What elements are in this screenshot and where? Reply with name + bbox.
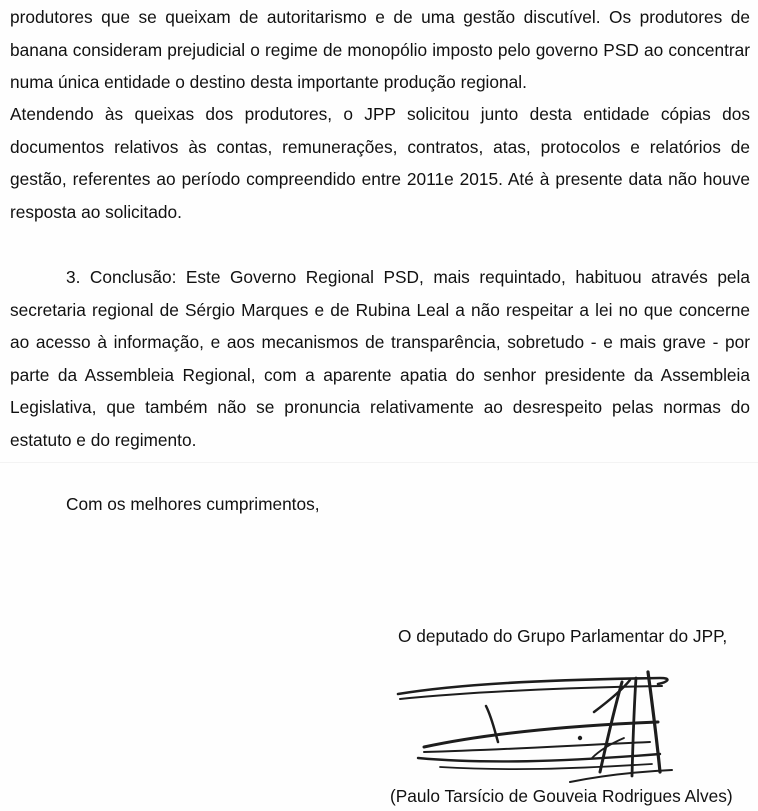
paragraph-conclusion: 3. Conclusão: Este Governo Regional PSD, mais requintado, habituou através pela secretaria regional de Sérgio Marques e de Rubina Leal a não respeitar a lei no que concerne ao acesso à informação, e aos mecanismos de transparência, sobretudo - e mais grave - por parte da Assembleia Regional, com a aparente apatia do senhor presidente da Assembleia Legislativa, que também não se pronuncia relativamente ao desrespeito pelas normas do estatuto e do regimento.: [10, 267, 750, 450]
paragraph-producers: produtores que se queixam de autoritarismo e de uma gestão discutível. Os produtores de banana consideram prejudicial o regime de monopólio imposto pelo governo PSD ao concentrar numa única entidade o destino desta importante produção regional.: [10, 7, 750, 92]
signature-role: O deputado do Grupo Parlamentar do JPP,: [398, 626, 728, 646]
closing-salutation: Com os melhores cumprimentos,: [66, 494, 320, 514]
page-fold-line: [0, 462, 758, 463]
signer-name: (Paulo Tarsício de Gouveia Rodrigues Alves): [390, 786, 733, 806]
paragraph-request: Atendendo às queixas dos produtores, o JPP solicitou junto desta entidade cópias dos documentos relativos às contas, remunerações, contratos, atas, protocolos e relatórios de gestão, referentes ao período compreendido entre 2011e 2015. Até à presente data não houve resposta ao solicitado.: [10, 104, 750, 222]
